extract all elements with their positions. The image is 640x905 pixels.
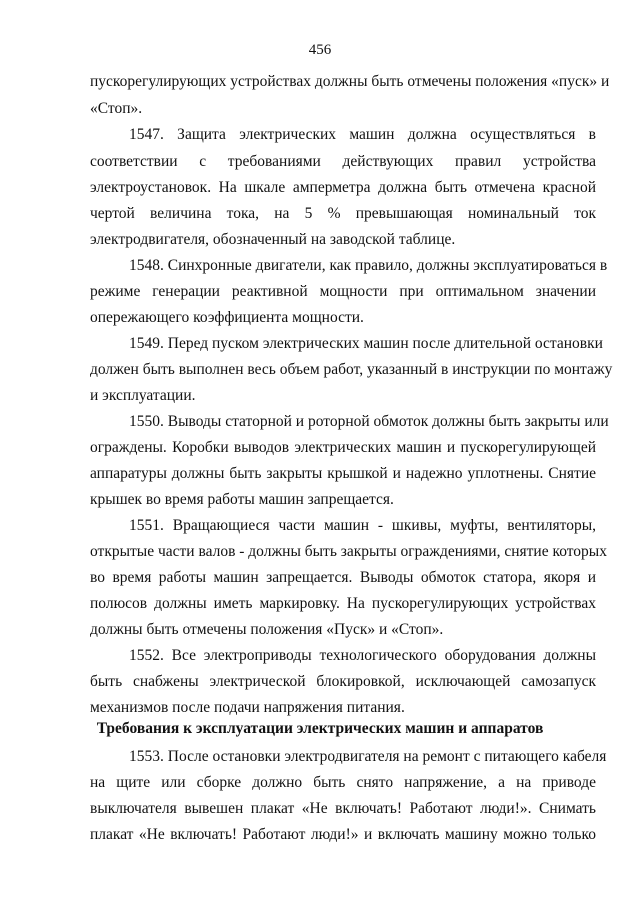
text-line: режиме генерации реактивной мощности при оптимальном значении — [90, 283, 596, 300]
text-line: «Стоп». — [90, 100, 143, 117]
text-line: ограждены. Коробки выводов электрических машин и пускорегулирующей — [90, 439, 596, 456]
text-line: выключателя вывешен плакат «Не включать! Работают люди!». Снимать — [90, 800, 596, 817]
text-line: на щите или сборке должно быть снято напряжение, а на приводе — [90, 774, 596, 791]
text-line: должны быть отмечены положения «Пуск» и «Стоп». — [90, 621, 444, 638]
paragraph-1549-first-line: 1549. Перед пуском электрических машин после длительной остановки — [129, 335, 603, 352]
text-line: плакат «Не включать! Работают люди!» и включать машину можно только — [90, 826, 596, 843]
text-line: быть снабжены электрической блокировкой, исключающей самозапуск — [90, 673, 596, 690]
paragraph-1548-first-line: 1548. Синхронные двигатели, как правило, должны эксплуатироваться в — [129, 257, 608, 274]
text-line: и эксплуатации. — [90, 387, 196, 404]
page-number: 456 — [308, 42, 332, 58]
text-line: аппаратуры должны быть закрыты крышкой и надежно уплотнены. Снятие — [90, 465, 596, 482]
paragraph-1553-first-line: 1553. После остановки электродвигателя на ремонт с питающего кабеля — [129, 748, 607, 765]
paragraph-1550-first-line: 1550. Выводы статорной и роторной обмоток должны быть закрыты или — [129, 413, 609, 430]
text-line: электродвигателя, обозначенный на заводской таблице. — [90, 231, 456, 248]
text-line: механизмов после подачи напряжения питания. — [90, 699, 405, 716]
paragraph-1547-first-line: 1547. Защита электрических машин должна осуществляться в — [129, 126, 596, 143]
text-line: опережающего коэффициента мощности. — [90, 309, 364, 326]
paragraph-1552-first-line: 1552. Все электроприводы технологического оборудования должны — [129, 647, 596, 664]
text-line: полюсов должны иметь маркировку. На пускорегулирующих устройствах — [90, 595, 596, 612]
section-heading: Требования к эксплуатации электрических машин и аппаратов — [96, 720, 544, 737]
paragraph-1551-first-line: 1551. Вращающиеся части машин - шкивы, муфты, вентиляторы, — [129, 517, 596, 534]
text-line: открытые части валов - должны быть закрыты ограждениями, снятие которых — [90, 543, 607, 560]
text-line: соответствии с требованиями действующих правил устройства — [90, 153, 596, 170]
text-line: пускорегулирующих устройствах должны быть отмечены положения «пуск» и — [90, 73, 610, 90]
text-line: должен быть выполнен весь объем работ, указанный в инструкции по монтажу — [90, 361, 613, 378]
text-line: крышек во время работы машин запрещается. — [90, 491, 394, 508]
text-line: чертой величина тока, на 5 % превышающая номинальный ток — [90, 205, 596, 222]
text-line: во время работы машин запрещается. Выводы обмоток статора, якоря и — [90, 569, 596, 586]
text-line: электроустановок. На шкале амперметра должна быть отмечена красной — [90, 179, 596, 196]
